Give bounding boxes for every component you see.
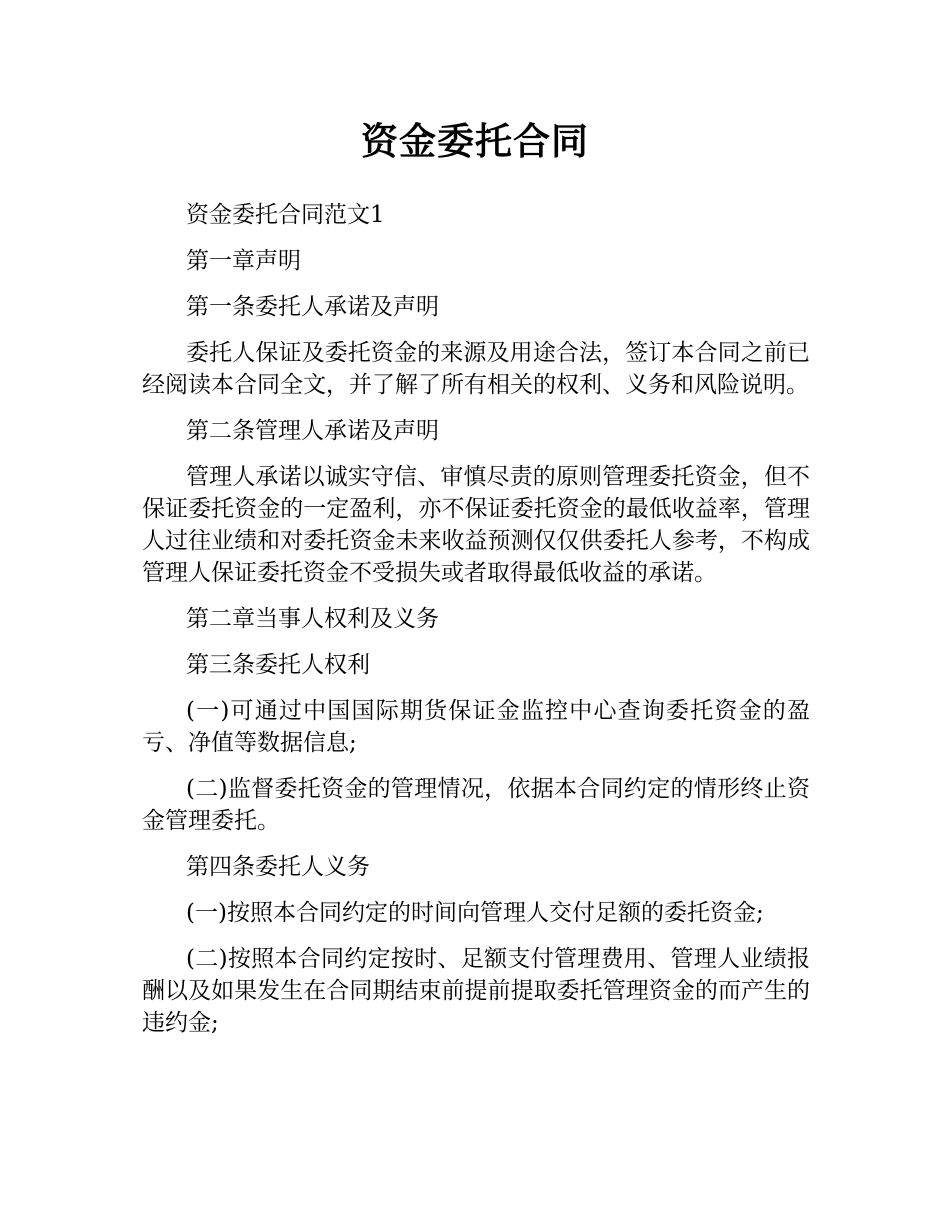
chapter-heading-2: 第二章当事人权利及义务 [186, 606, 439, 632]
chapter-heading-1: 第一章声明 [186, 248, 301, 274]
paragraph-template-heading: 资金委托合同范文1 [186, 202, 385, 228]
article-heading-2: 第二条管理人承诺及声明 [186, 418, 439, 444]
article-heading-4: 第四条委托人义务 [186, 854, 370, 880]
document-body [142, 199, 810, 1053]
article-3-item-1: (一)可通过中国国际期货保证金监控中心查询委托资金的盈亏、净值等数据信息; [142, 698, 810, 756]
document-title: 资金委托合同 [361, 120, 589, 163]
article-heading-1: 第一条委托人承诺及声明 [186, 294, 439, 320]
article-4-item-2: (二)按照本合同约定按时、足额支付管理费用、管理人业绩报酬以及如果发生在合同期结束前提前提取委托管理资金的而产生的违约金; [142, 946, 810, 1036]
article-4-item-1: (一)按照本合同约定的时间向管理人交付足额的委托资金; [186, 900, 764, 926]
article-3-item-2: (二)监督委托资金的管理情况，依据本合同约定的情形终止资金管理委托。 [142, 776, 810, 834]
article-text-2: 管理人承诺以诚实守信、审慎尽责的原则管理委托资金，但不保证委托资金的一定盈利，亦不保证委托资金的最低收益率，管理人过往业绩和对委托资金未来收益预测仅仅供委托人参考，不构成管理人保证委托资金不受损失或者取得最低收益的承诺。 [142, 464, 810, 586]
article-heading-3: 第三条委托人权利 [186, 652, 370, 678]
article-text-1: 委托人保证及委托资金的来源及用途合法，签订本合同之前已经阅读本合同全文，并了解了所有相关的权利、义务和风险说明。 [142, 340, 810, 398]
